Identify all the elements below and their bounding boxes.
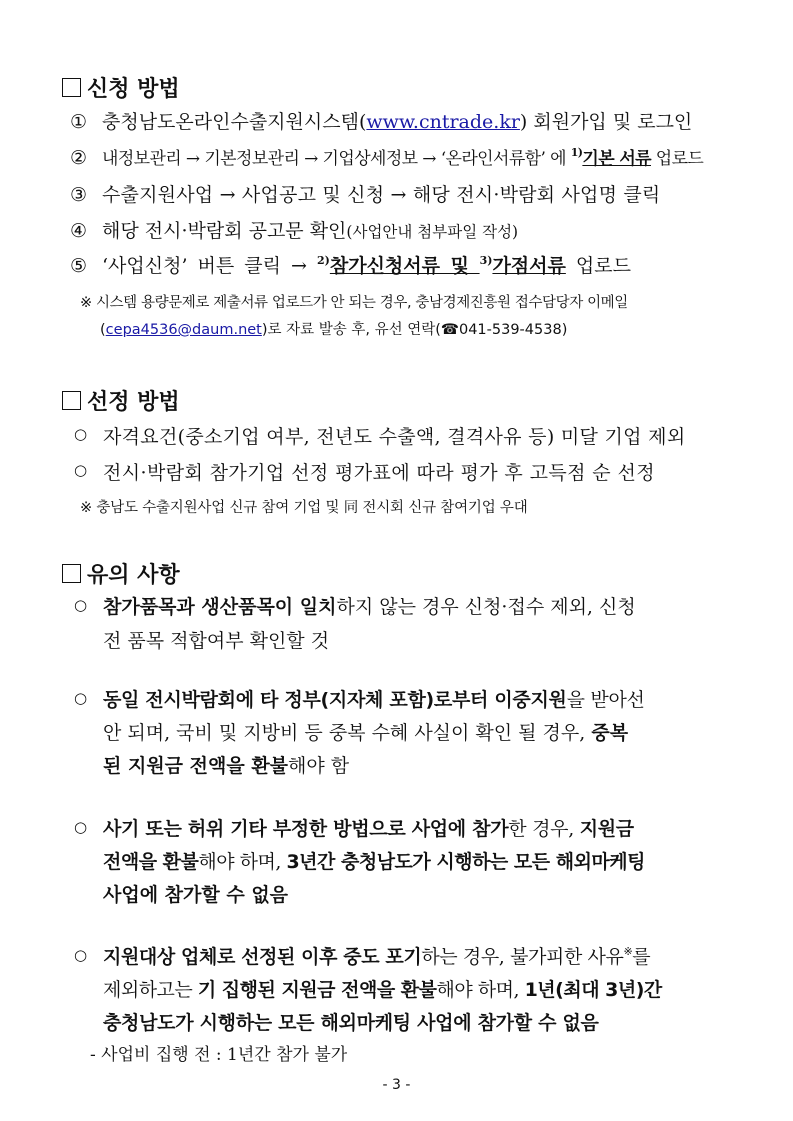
caution-item-4-line-1: 지원대상 업체로 선정된 이후 중도 포기하는 경우, 불가피한 사유※를 xyxy=(103,945,651,968)
apply-step-3: ③ 수출지원사업 → 사업공고 및 신청 → 해당 전시·박람회 사업명 클릭 xyxy=(70,184,661,206)
apply-step-2: ② 내정보관리 → 기본정보관리 → 기업상세정보 → ‘온라인서류함’ 에 $^{1)}$기본 서류 업로드 xyxy=(70,146,704,169)
apply-note-line-1: ※ 시스템 용량문제로 제출서류 업로드가 안 되는 경우, 충남경제진흥원 접수담당자 이메일 xyxy=(80,295,628,311)
section-heading-apply: 신청 방법 xyxy=(62,72,180,103)
caution-item-4-line-3: 충청남도가 시행하는 모든 해외마케팅 사업에 참가할 수 없음 xyxy=(103,1012,599,1034)
apply-note-line-2: (cepa4536@daum.net)로 자료 발송 후, 유선 연락(☎041-539-4538) xyxy=(100,322,568,338)
caution-item-2-line-2: 안 되며, 국비 및 지방비 등 중복 수혜 사실이 확인 될 경우, 중복 xyxy=(103,722,629,744)
bullet-icon: ○ xyxy=(74,946,88,964)
apply-step-1: ① 충청남도온라인수출지원시스템(www.cntrade.kr) 회원가입 및 로그인 xyxy=(70,111,693,133)
bullet-icon: ○ xyxy=(74,689,88,707)
section-heading-select: 선정 방법 xyxy=(62,385,180,416)
apply-step-4: ④ 해당 전시·박람회 공고문 확인(사업안내 첨부파일 작성) xyxy=(70,220,519,242)
select-note: ※ 충남도 수출지원사업 신규 참여 기업 및 同 전시회 신규 참여기업 우대 xyxy=(80,500,528,516)
bullet-icon: ○ xyxy=(74,596,88,614)
email-link[interactable]: cepa4536@daum.net xyxy=(105,322,262,338)
caution-item-4-line-2: 제외하고는 기 집행된 지원금 전액을 환불해야 하며, 1년(최대 3년)간 xyxy=(103,979,662,1001)
select-item-2: 전시·박람회 참가기업 선정 평가표에 따라 평가 후 고득점 순 선정 xyxy=(103,462,656,484)
apply-step-5: ⑤ ‘사업신청’ 버튼 클릭 → $^{2)}$참가신청서류 및 $^{3)}$가점서류 업로드 xyxy=(70,254,631,277)
select-item-1: 자격요건(중소기업 여부, 전년도 수출액, 결격사유 등) 미달 기업 제외 xyxy=(103,426,686,448)
page-number: - 3 - xyxy=(382,1077,411,1093)
checkbox-square-icon xyxy=(62,391,81,410)
section-heading-caution: 유의 사항 xyxy=(62,558,180,589)
caution-item-2-line-3: 된 지원금 전액을 환불해야 함 xyxy=(103,755,350,777)
bullet-icon: ○ xyxy=(74,461,88,479)
cntrade-link[interactable]: www.cntrade.kr xyxy=(366,111,520,133)
bullet-icon: ○ xyxy=(74,818,88,836)
bullet-icon: ○ xyxy=(74,425,88,443)
checkbox-square-icon xyxy=(62,78,81,97)
caution-item-1-line-2: 전 품목 적합여부 확인할 것 xyxy=(103,630,330,652)
caution-item-3-line-3: 사업에 참가할 수 없음 xyxy=(103,884,289,906)
caution-item-2-line-1: 동일 전시박람회에 타 정부(지자체 포함)로부터 이중지원을 받아선 xyxy=(103,689,645,711)
caution-item-4-sub: - 사업비 집행 전 : 1년간 참가 불가 xyxy=(90,1045,348,1065)
caution-item-3-line-2: 전액을 환불해야 하며, 3년간 충청남도가 시행하는 모든 해외마케팅 xyxy=(103,851,645,873)
caution-item-1-line-1: 참가품목과 생산품목이 일치하지 않는 경우 신청·접수 제외, 신청 xyxy=(103,596,636,618)
checkbox-square-icon xyxy=(62,564,81,583)
caution-item-3-line-1: 사기 또는 허위 기타 부정한 방법으로 사업에 참가한 경우, 지원금 xyxy=(103,818,634,840)
